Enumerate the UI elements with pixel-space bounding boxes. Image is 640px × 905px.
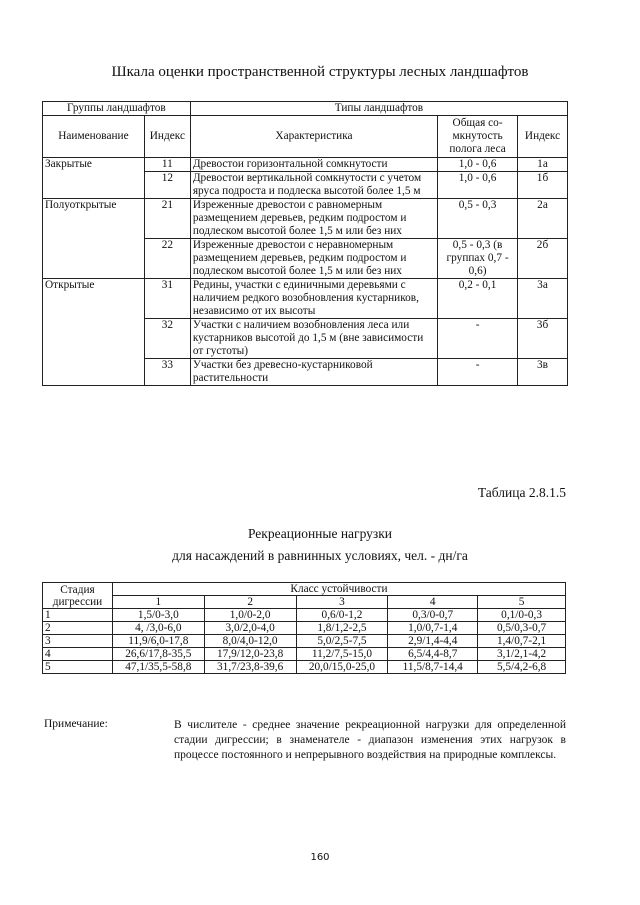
group-index: 31 — [144, 279, 190, 319]
header-index: Индекс — [144, 116, 190, 158]
stage: 4 — [43, 648, 113, 661]
table1-title: Шкала оценки пространственной структуры лесных ландшафтов — [111, 64, 529, 80]
load-value: 20,0/15,0-25,0 — [296, 661, 388, 674]
class-4: 4 — [388, 596, 478, 609]
type-index: 3а — [518, 279, 568, 319]
load-value: 8,0/4,0-12,0 — [204, 635, 296, 648]
table-row — [43, 661, 566, 674]
class-2: 2 — [204, 596, 296, 609]
closure: - — [438, 319, 518, 359]
group-index: 11 — [144, 158, 190, 172]
header-class: Класс устойчивости — [112, 583, 565, 596]
group-index: 22 — [144, 239, 190, 279]
load-value: 11,9/6,0-17,8 — [112, 635, 204, 648]
load-value: 5,0/2,5-7,5 — [296, 635, 388, 648]
load-value: 11,2/7,5-15,0 — [296, 648, 388, 661]
group-index: 21 — [144, 199, 190, 239]
header-stage: Стадия дигрессии — [43, 583, 113, 609]
stage: 3 — [43, 635, 113, 648]
type-index: 1б — [518, 172, 568, 199]
table-row — [43, 158, 568, 172]
characteristic: Участки без древесно-кустарниковой растительности — [190, 359, 437, 386]
stage: 2 — [43, 622, 113, 635]
closure: 1,0 - 0,6 — [438, 158, 518, 172]
load-value: 0,3/0-0,7 — [388, 609, 478, 622]
page-number: 160 — [310, 852, 330, 863]
landscape-structure-table — [42, 101, 568, 386]
header-name: Наименование — [43, 116, 145, 158]
closure: 0,5 - 0,3 (в группах 0,7 - 0,6) — [438, 239, 518, 279]
group-name: Полуоткрытые — [43, 199, 145, 279]
header-characteristic: Характеристика — [190, 116, 437, 158]
load-value: 1,4/0,7-2,1 — [478, 635, 566, 648]
note-label: Примечание: — [44, 718, 108, 730]
load-value: 2,9/1,4-4,4 — [388, 635, 478, 648]
table-row — [43, 199, 568, 239]
type-index: 1а — [518, 158, 568, 172]
table-row — [43, 609, 566, 622]
type-index: 3в — [518, 359, 568, 386]
closure: 1,0 - 0,6 — [438, 172, 518, 199]
load-value: 1,0/0-2,0 — [204, 609, 296, 622]
load-value: 0,6/0-1,2 — [296, 609, 388, 622]
group-name: Закрытые — [43, 158, 145, 199]
characteristic: Изреженные древостои с равномерным размещением деревьев, редким подростом и подлеском высотой более 1,5 м или без них — [190, 199, 437, 239]
class-3: 3 — [296, 596, 388, 609]
header-type-index: Индекс — [518, 116, 568, 158]
load-value: 17,9/12,0-23,8 — [204, 648, 296, 661]
class-5: 5 — [478, 596, 566, 609]
table2-title-line1: Рекреационные нагрузки — [247, 526, 393, 541]
load-value: 0,5/0,3-0,7 — [478, 622, 566, 635]
group-index: 33 — [144, 359, 190, 386]
characteristic: Редины, участки с единичными деревьями с наличием редкого возобновления кустарников, независимо от их высоты — [190, 279, 437, 319]
table-row — [43, 279, 568, 319]
load-value: 3,0/2,0-4,0 — [204, 622, 296, 635]
load-value: 31,7/23,8-39,6 — [204, 661, 296, 674]
type-index: 2а — [518, 199, 568, 239]
group-index: 12 — [144, 172, 190, 199]
load-value: 1,8/1,2-2,5 — [296, 622, 388, 635]
closure: 0,5 - 0,3 — [438, 199, 518, 239]
header-closure: Общая со-мкнутость полога леса — [438, 116, 518, 158]
load-value: 47,1/35,5-58,8 — [112, 661, 204, 674]
stage: 1 — [43, 609, 113, 622]
load-value: 6,5/4,4-8,7 — [388, 648, 478, 661]
stage: 5 — [43, 661, 113, 674]
class-1: 1 — [112, 596, 204, 609]
characteristic: Древостои вертикальной сомкнутости с учетом яруса подроста и подлеска высотой более 1,5 м — [190, 172, 437, 199]
load-value: 26,6/17,8-35,5 — [112, 648, 204, 661]
load-value: 1,5/0-3,0 — [112, 609, 204, 622]
note-text: В числителе - среднее значение рекреационной нагрузки для определенной стадии дигрессии; в знаменателе - диапазон изменения этих нагрузок в процессе постоянного и непрерывного воздействия на природные комплексы. — [174, 719, 566, 761]
table-row — [43, 622, 566, 635]
table-caption: Таблица 2.8.1.5 — [477, 485, 566, 500]
table2-title — [0, 523, 640, 567]
load-value: 3,1/2,1-4,2 — [478, 648, 566, 661]
type-index: 2б — [518, 239, 568, 279]
table-row — [43, 635, 566, 648]
recreation-load-table — [42, 582, 566, 674]
closure: - — [438, 359, 518, 386]
load-value: 1,0/0,7-1,4 — [388, 622, 478, 635]
characteristic: Древостои горизонтальной сомкнутости — [190, 158, 437, 172]
characteristic: Участки с наличием возобновления леса или кустарников высотой до 1,5 м (вне зависимости от густоты) — [190, 319, 437, 359]
load-value: 11,5/8,7-14,4 — [388, 661, 478, 674]
load-value: 5,5/4,2-6,8 — [478, 661, 566, 674]
characteristic: Изреженные древостои с неравномерным размещением деревьев, редким подростом и подлеском высотой более 1,5 м или без них — [190, 239, 437, 279]
closure: 0,2 - 0,1 — [438, 279, 518, 319]
header-types: Типы ландшафтов — [190, 102, 567, 116]
load-value: 4, /3,0-6,0 — [112, 622, 204, 635]
table-row — [43, 648, 566, 661]
group-index: 32 — [144, 319, 190, 359]
type-index: 3б — [518, 319, 568, 359]
table2-title-line2: для насаждений в равнинных условиях, чел. - дн/га — [172, 548, 468, 563]
load-value: 0,1/0-0,3 — [478, 609, 566, 622]
group-name: Открытые — [43, 279, 145, 386]
header-groups: Группы ландшафтов — [43, 102, 191, 116]
